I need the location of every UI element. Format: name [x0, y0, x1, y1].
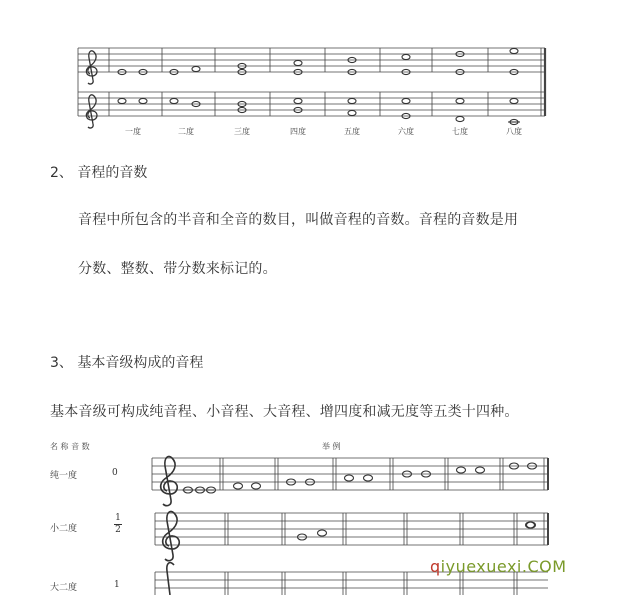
interval-label: 四度 — [290, 127, 306, 136]
watermark-text — [430, 557, 567, 576]
row-count-minor-second-numerator: 1 — [115, 513, 121, 523]
row-count-major-second: 1 — [114, 580, 120, 590]
watermark-accent-letter: q — [430, 557, 441, 576]
table-header-name: 名 称 音 数 — [50, 442, 90, 451]
interval-label: 六度 — [398, 127, 414, 136]
site-watermark — [430, 557, 567, 576]
interval-label: 七度 — [452, 127, 468, 136]
interval-label: 八度 — [506, 127, 522, 136]
interval-label: 五度 — [344, 127, 360, 136]
section-2-paragraph-line-2: 分数、整数、带分数来标记的。 — [78, 261, 277, 277]
treble-clef-icon — [161, 456, 178, 505]
row-label-major-second: 大二度 — [50, 583, 78, 593]
interval-label: 一度 — [125, 127, 141, 136]
interval-label: 二度 — [178, 127, 194, 136]
table-header-example: 举 例 — [322, 442, 341, 451]
row-count-minor-second-denominator: 2 — [115, 525, 121, 535]
section-3-heading: 3、 基本音级构成的音程 — [50, 355, 204, 371]
section-2-heading: 2、 音程的音数 — [50, 165, 148, 181]
note-heads-unison — [182, 463, 537, 493]
watermark-rest: iyuexuexi.COM — [440, 557, 567, 576]
staff-row-unison — [152, 458, 548, 490]
staff-row-minor-second — [155, 513, 548, 545]
treble-clef-icon — [167, 563, 174, 595]
row-count-unison: 0 — [112, 468, 118, 478]
row-label-minor-second: 小二度 — [50, 524, 78, 534]
section-2-paragraph-line-1: 音程中所包含的半音和全音的数目，叫做音程的音数。音程的音数是用 — [78, 212, 519, 228]
interval-label: 三度 — [234, 127, 250, 136]
row-label-unison: 纯一度 — [50, 471, 78, 481]
section-3-paragraph: 基本音级可构成纯音程、小音程、大音程、增四度和减无度等五类十四种。 — [50, 404, 519, 420]
treble-clef-icon — [163, 511, 180, 560]
